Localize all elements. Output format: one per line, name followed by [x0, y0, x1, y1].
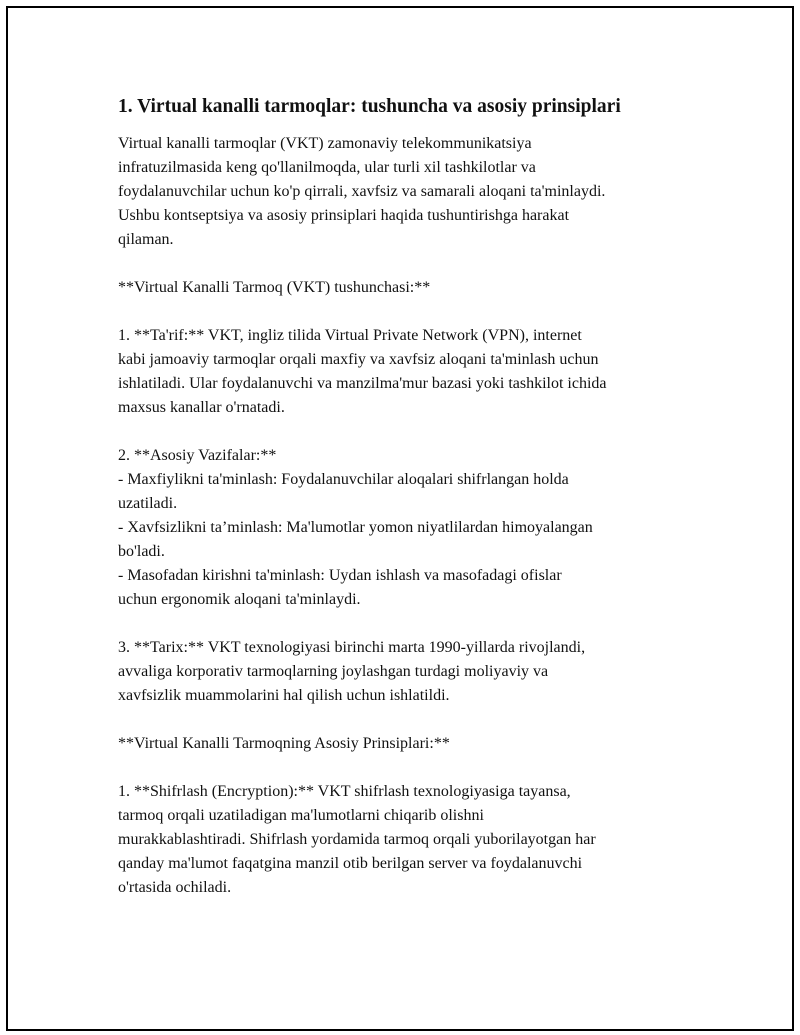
history-paragraph: 3. **Tarix:** VKT texnologiyasi birinchi marta 1990-yillarda rivojlandi, avvaliga korporativ tarmoqlarning joylashgan turdagi moliyaviy va xavfsizlik muammolarini hal qilish uchun ishlatildi. — [118, 639, 586, 704]
document-body — [118, 94, 688, 900]
intro-paragraph: Virtual kanalli tarmoqlar (VKT) zamonaviy telekommunikatsiya infratuzilmasida keng qo'llanilmoqda, ular turli xil tashkilotlar va foydalanuvchilar uchun ko'p qirrali, xavfsiz va samarali aloqani ta'minlaydi. Ushbu kontseptsiya va asosiy prinsiplari haqida tushuntirishga harakat qilaman. — [118, 135, 606, 248]
paragraph-spacer — [118, 612, 688, 636]
paragraph-spacer — [118, 708, 688, 732]
definition-paragraph: 1. **Ta'rif:** VKT, ingliz tilida Virtual Private Network (VPN), internet kabi jamoaviy tarmoqlar orqali maxfiy va xavfsiz aloqani ta'minlash uchun ishlatiladi. Ular foydalanuvchi va manzilma'mur bazasi yoki tashkilot ichida maxsus kanallar o'rnatadi. — [118, 327, 607, 416]
paragraph-spacer — [118, 756, 688, 780]
document-title: 1. Virtual kanalli tarmoqlar: tushuncha va asosiy prinsiplari — [118, 96, 621, 117]
section-heading-concept: **Virtual Kanalli Tarmoq (VKT) tushunchasi:** — [118, 279, 431, 296]
encryption-paragraph: 1. **Shifrlash (Encryption):** VKT shifrlash texnologiyasiga tayansa, tarmoq orqali uzatiladigan ma'lumotlarni chiqarib olishni murakkablashtiradi. Shifrlash yordamida tarmoq orqali yuborilayotgan har qanday ma'lumot faqatgina manzil otib berilgan server va foydalanuvchi o'rtasida ochiladi. — [118, 783, 596, 896]
section-heading-principles: **Virtual Kanalli Tarmoqning Asosiy Prinsiplari:** — [118, 735, 450, 752]
main-tasks-paragraph: 2. **Asosiy Vazifalar:** - Maxfiylikni ta'minlash: Foydalanuvchilar aloqalari shifrlangan holda uzatiladi. - Xavfsizlikni ta’minlash: Ma'lumotlar yomon niyatlilardan himoyalangan bo'ladi. - Masofadan kirishni ta'minlash: Uydan ishlash va masofadagi ofislar uchun ergonomik aloqani ta'minlaydi. — [118, 447, 593, 608]
paragraph-spacer — [118, 420, 688, 444]
paragraph-spacer — [118, 252, 688, 276]
paragraph-spacer — [118, 300, 688, 324]
